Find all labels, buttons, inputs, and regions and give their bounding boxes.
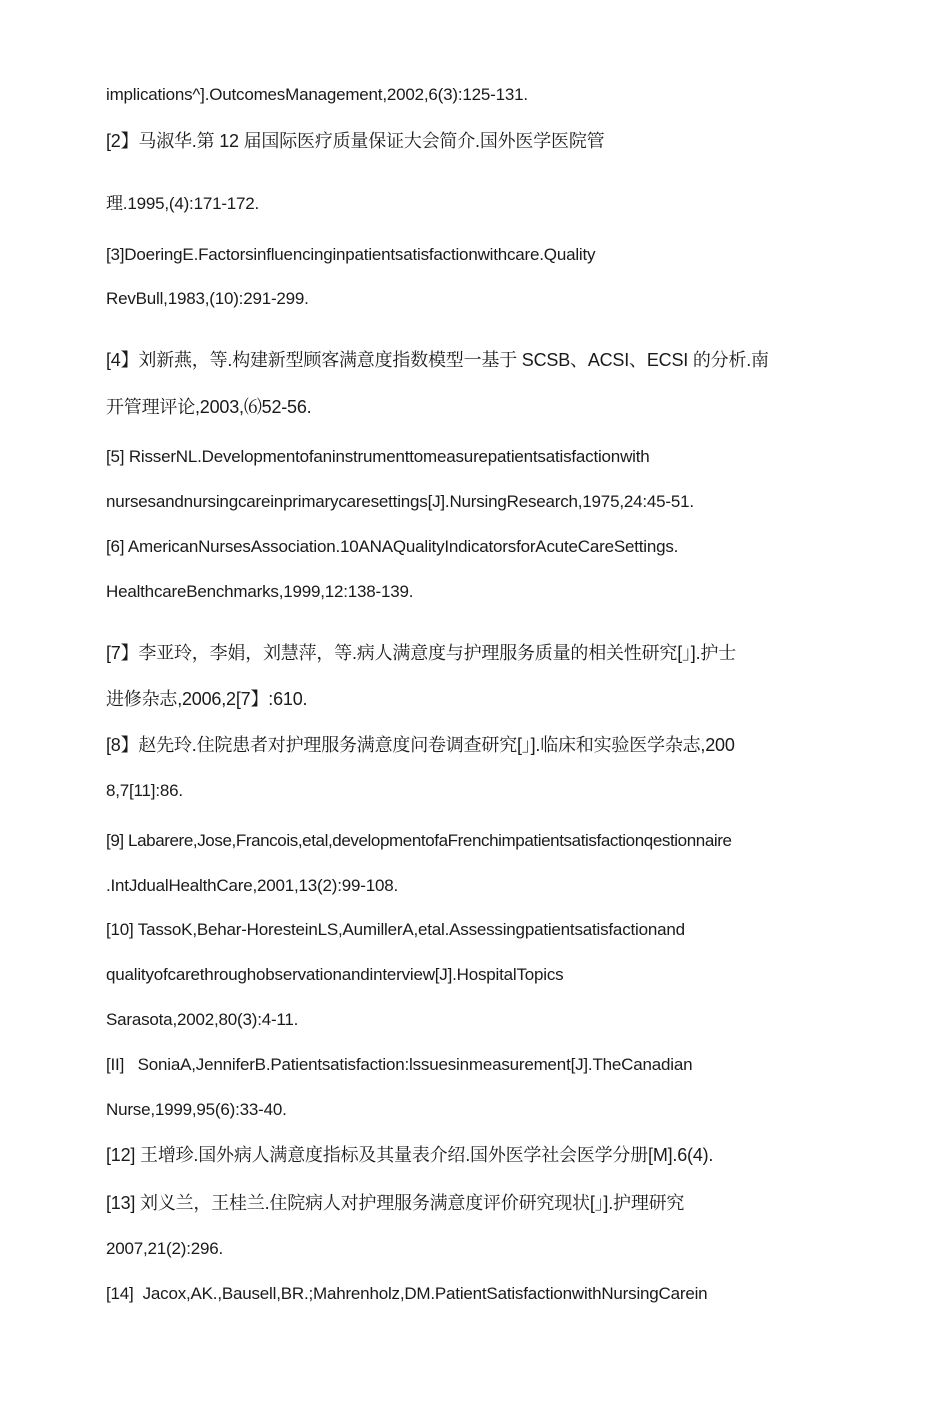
reference-line: [13] 刘义兰，王桂兰.住院病人对护理服务满意度评价研究现状[」].护理研究 [106, 1193, 685, 1213]
reference-line: [10] TassoK,Behar-HoresteinLS,AumillerA,etal.Assessingpatientsatisfactionand [106, 920, 685, 939]
reference-line: [7】李亚玲，李娟，刘慧萍，等.病人满意度与护理服务质量的相关性研究[」].护士 [106, 643, 737, 663]
reference-line: [9] Labarere,Jose,Francois,etal,developmentofaFrenchimpatientsatisfactionqestionnaire [106, 831, 732, 850]
reference-line: qualityofcarethroughobservationandinterview[J].HospitalTopics [106, 965, 564, 984]
reference-line: Nurse,1999,95(6):33-40. [106, 1100, 287, 1119]
reference-line: 8,7[11]:86. [106, 781, 183, 800]
reference-line: [8】赵先玲.住院患者对护理服务满意度问卷调查研究[」].临床和实验医学杂志,200 [106, 735, 735, 755]
reference-line: [14] Jacox,AK.,Bausell,BR.;Mahrenholz,DM.PatientSatisfactionwithNursingCarein [106, 1284, 708, 1303]
reference-line: RevBull,1983,(10):291-299. [106, 289, 309, 308]
reference-line: [5] RisserNL.Developmentofaninstrumenttomeasurepatientsatisfactionwith [106, 447, 650, 466]
reference-line: HealthcareBenchmarks,1999,12:138-139. [106, 582, 414, 601]
reference-line: 开管理评论,2003,⑹52-56. [106, 397, 312, 417]
reference-line: Sarasota,2002,80(3):4-11. [106, 1010, 299, 1029]
reference-line: 2007,21(2):296. [106, 1239, 224, 1258]
reference-line: .IntJdualHealthCare,2001,13(2):99-108. [106, 876, 398, 895]
reference-line: 进修杂志,2006,2[7】:610. [106, 689, 308, 709]
reference-line: [6] AmericanNursesAssociation.10ANAQualityIndicatorsforAcuteCareSettings. [106, 537, 679, 556]
reference-line: [12] 王增珍.国外病人满意度指标及其量表介绍.国外医学社会医学分册[M].6(4). [106, 1145, 714, 1165]
reference-line: [4】刘新燕，等.构建新型顾客满意度指数模型一基于 SCSB、ACSI、ECSI 的分析.南 [106, 350, 769, 370]
reference-line: [2】马淑华.第 12 届国际医疗质量保证大会简介.国外医学医院管 [106, 131, 605, 151]
reference-line: [3]DoeringE.Factorsinfluencinginpatientsatisfactionwithcare.Quality [106, 245, 596, 264]
reference-line: 理.1995,(4):171-172. [106, 194, 260, 213]
reference-line: nursesandnursingcareinprimarycaresettings[J].NursingResearch,1975,24:45-51. [106, 492, 694, 511]
reference-line: [II] SoniaA,JenniferB.Patientsatisfaction:lssuesinmeasurement[J].TheCanadian [106, 1055, 693, 1074]
reference-line: implications^].OutcomesManagement,2002,6(3):125-131. [106, 85, 528, 104]
